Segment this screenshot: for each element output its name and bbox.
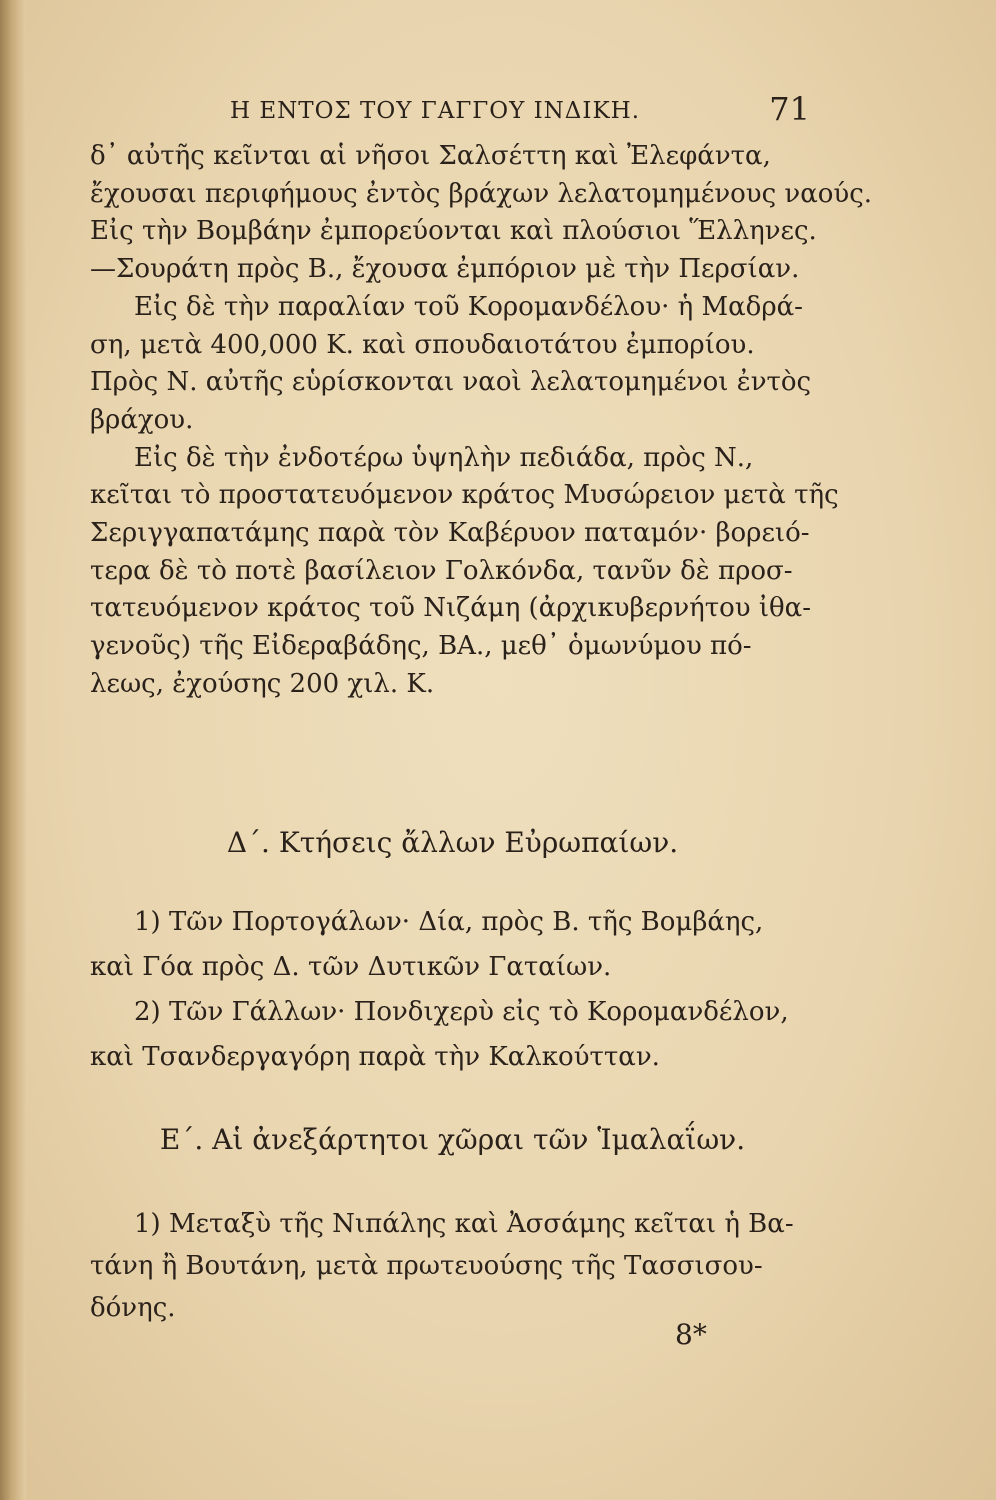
page-gutter-shadow bbox=[0, 0, 26, 1500]
text-line: γενοῦς) τῆς Εἰδεραβάδης, ΒΑ., μεθ᾽ ὁμωνύμου πό- bbox=[90, 631, 752, 662]
section-heading-e: Ε΄. Αἱ ἀνεξάρτητοι χῶραι τῶν Ἱμαλαΐων. bbox=[159, 1123, 746, 1156]
running-title: Η ΕΝΤΟΣ ΤΟΥ ΓΑΓΓΟΥ ΙΝΔΙΚΗ. bbox=[230, 98, 641, 124]
text-line: Εἰς δὲ τὴν ἐνδοτέρω ὑψηλὴν πεδιάδα, πρὸς Ν., bbox=[134, 442, 754, 473]
text-line: Εἰς τὴν Βομβάην ἐμπορεύονται καὶ πλούσιοι Ἕλληνες. bbox=[90, 216, 817, 247]
text-line: 1) Μεταξὺ τῆς Νιπάλης καὶ Ἀσσάμης κεῖται ἡ Βα- bbox=[134, 1209, 794, 1239]
text-line: δόνης. bbox=[90, 1293, 176, 1323]
signature-mark: 8* bbox=[675, 1318, 707, 1351]
text-line: Εἰς δὲ τὴν παραλίαν τοῦ Κορομανδέλου· ἡ Μαδρά- bbox=[134, 291, 803, 322]
section-heading-d: Δ΄. Κτήσεις ἄλλων Εὐρωπαίων. bbox=[226, 826, 679, 859]
text-line: καὶ Τσανδεργαγόρη παρὰ τὴν Καλκούτταν. bbox=[90, 1042, 660, 1072]
text-line: 2) Τῶν Γάλλων· Πονδιχερὺ εἰς τὸ Κορομανδέλον, bbox=[134, 997, 789, 1027]
text-line: βράχου. bbox=[90, 404, 194, 435]
text-line: καὶ Γόα πρὸς Δ. τῶν Δυτικῶν Γαταίων. bbox=[90, 952, 612, 982]
page-header bbox=[90, 90, 820, 130]
text-line: 1) Τῶν Πορτογάλων· Δία, πρὸς Β. τῆς Βομβάης, bbox=[134, 907, 764, 937]
text-line: ση, μετὰ 400,000 Κ. καὶ σπουδαιοτάτου ἐμπορίου. bbox=[90, 329, 755, 360]
text-line: Πρὸς Ν. αὐτῆς εὑρίσκονται ναοὶ λελατομημένοι ἐντὸς bbox=[90, 367, 812, 398]
text-line: λεως, ἐχούσης 200 χιλ. Κ. bbox=[90, 668, 435, 699]
text-line: κεῖται τὸ προστατευόμενον κράτος Μυσώρειον μετὰ τῆς bbox=[90, 480, 839, 511]
text-line: ἔχουσαι περιφήμους ἐντὸς βράχων λελατομημένους ναούς. bbox=[90, 178, 873, 209]
text-line: Σεριγγαπατάμης παρὰ τὸν Καβέρυον παταμόν· βορειό- bbox=[90, 518, 810, 549]
text-line: τερα δὲ τὸ ποτὲ βασίλειον Γολκόνδα, τανῦν δὲ προσ- bbox=[90, 555, 793, 586]
text-line: τατευόμενον κράτος τοῦ Νιζάμη (ἀρχικυβερνήτου ἰθα- bbox=[90, 593, 812, 624]
section-e-text bbox=[90, 1203, 815, 1329]
text-line: δ᾽ αὐτῆς κεῖνται αἱ νῆσοι Σαλσέττη καὶ Ἐλεφάντα, bbox=[90, 141, 771, 171]
page-number: 71 bbox=[769, 90, 810, 128]
section-d-text bbox=[90, 900, 815, 1080]
body-text bbox=[90, 138, 873, 704]
text-line: —Σουράτη πρὸς Β., ἔχουσα ἐμπόριον μὲ τὴν Περσίαν. bbox=[90, 254, 800, 285]
text-line: τάνη ἢ Βουτάνη, μετὰ πρωτευούσης τῆς Τασσισου- bbox=[90, 1251, 763, 1281]
